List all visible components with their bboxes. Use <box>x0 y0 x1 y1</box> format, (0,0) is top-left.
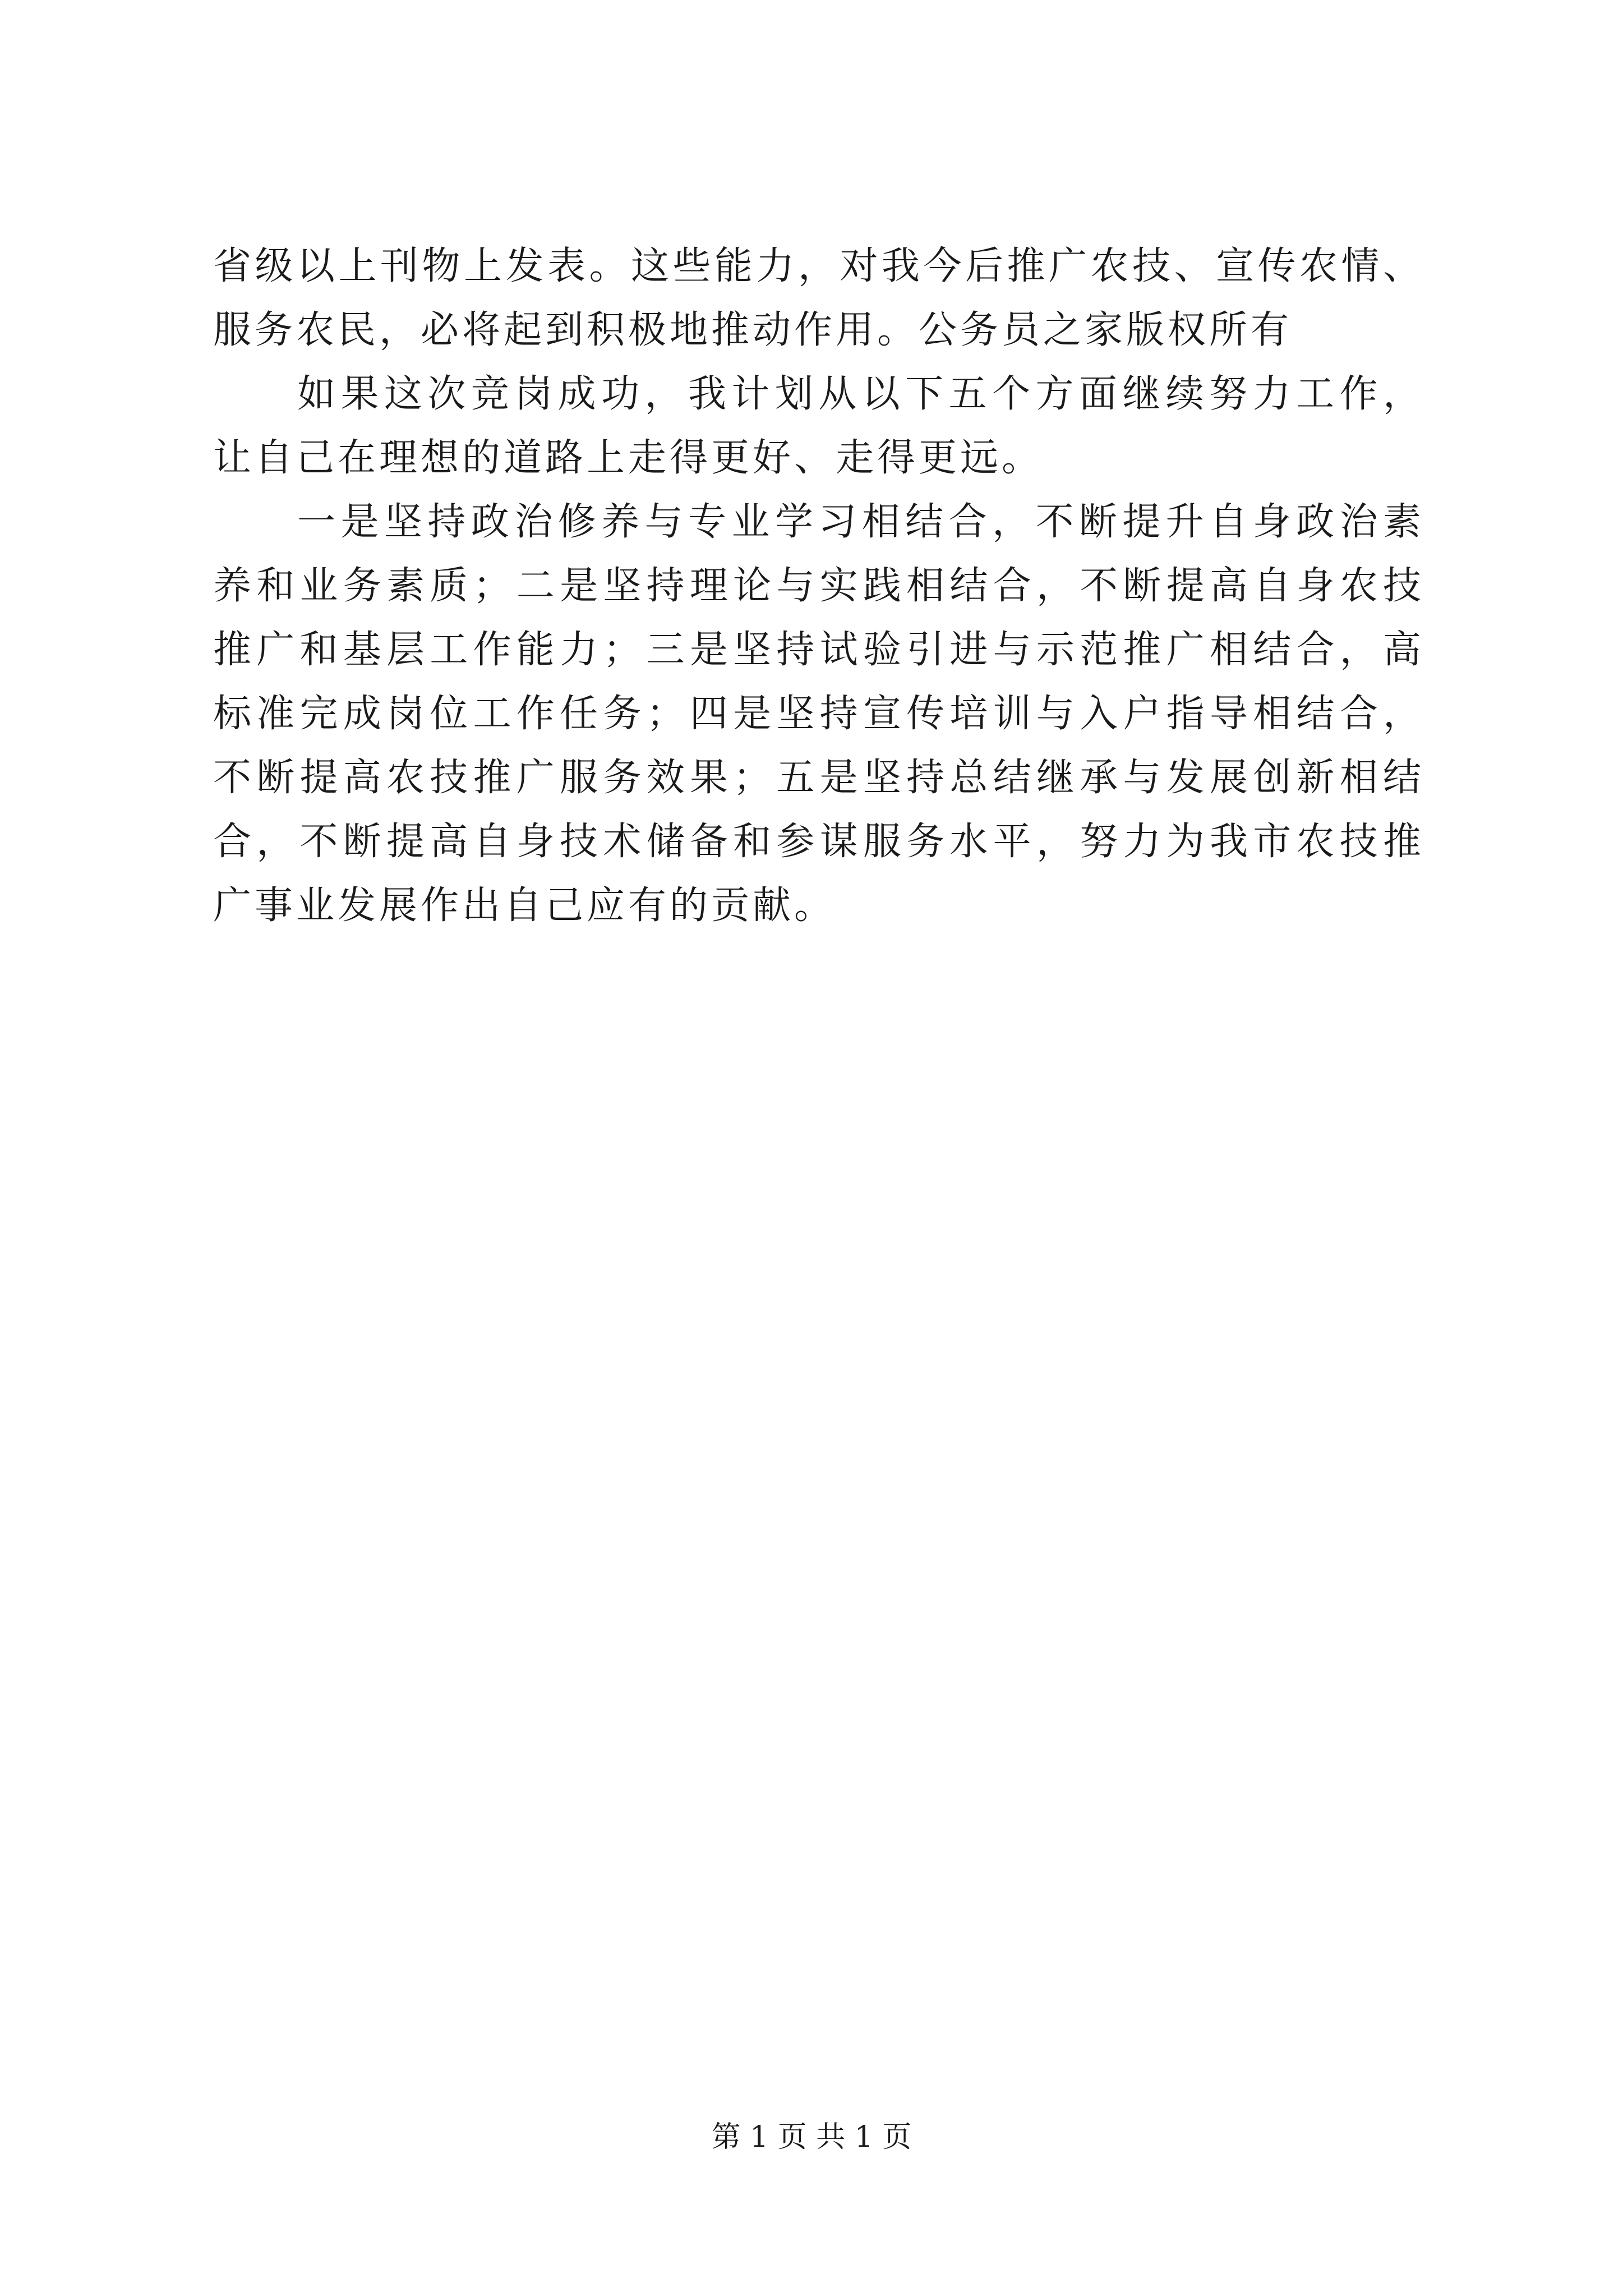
page-number-footer: 第 1 页 共 1 页 <box>711 2120 912 2154</box>
text-line: 推广和基层工作能力；三是坚持试验引进与示范推广相结合，高 <box>213 628 1424 672</box>
text-line: 服务农民，必将起到积极地推动作用。公务员之家版权所有 <box>213 308 1293 352</box>
text-line: 省级以上刊物上发表。这些能力，对我今后推广农技、宣传农情、 <box>213 244 1424 288</box>
paragraph-start-line: 如果这次竞岗成功，我计划从以下五个方面继续努力工作， <box>297 372 1424 416</box>
paragraph-start-line: 一是坚持政治修养与专业学习相结合，不断提升自身政治素 <box>297 500 1424 544</box>
text-line: 不断提高农技推广服务效果；五是坚持总结继承与发展创新相结 <box>213 756 1424 800</box>
text-line: 合，不断提高自身技术储备和参谋服务水平，努力为我市农技推 <box>213 820 1424 864</box>
text-line: 让自己在理想的道路上走得更好、走得更远。 <box>213 436 1044 480</box>
text-line: 养和业务素质；二是坚持理论与实践相结合，不断提高自身农技 <box>213 564 1424 608</box>
text-line: 广事业发展作出自己应有的贡献。 <box>213 884 836 928</box>
text-line: 标准完成岗位工作任务；四是坚持宣传培训与入户指导相结合， <box>213 692 1424 736</box>
